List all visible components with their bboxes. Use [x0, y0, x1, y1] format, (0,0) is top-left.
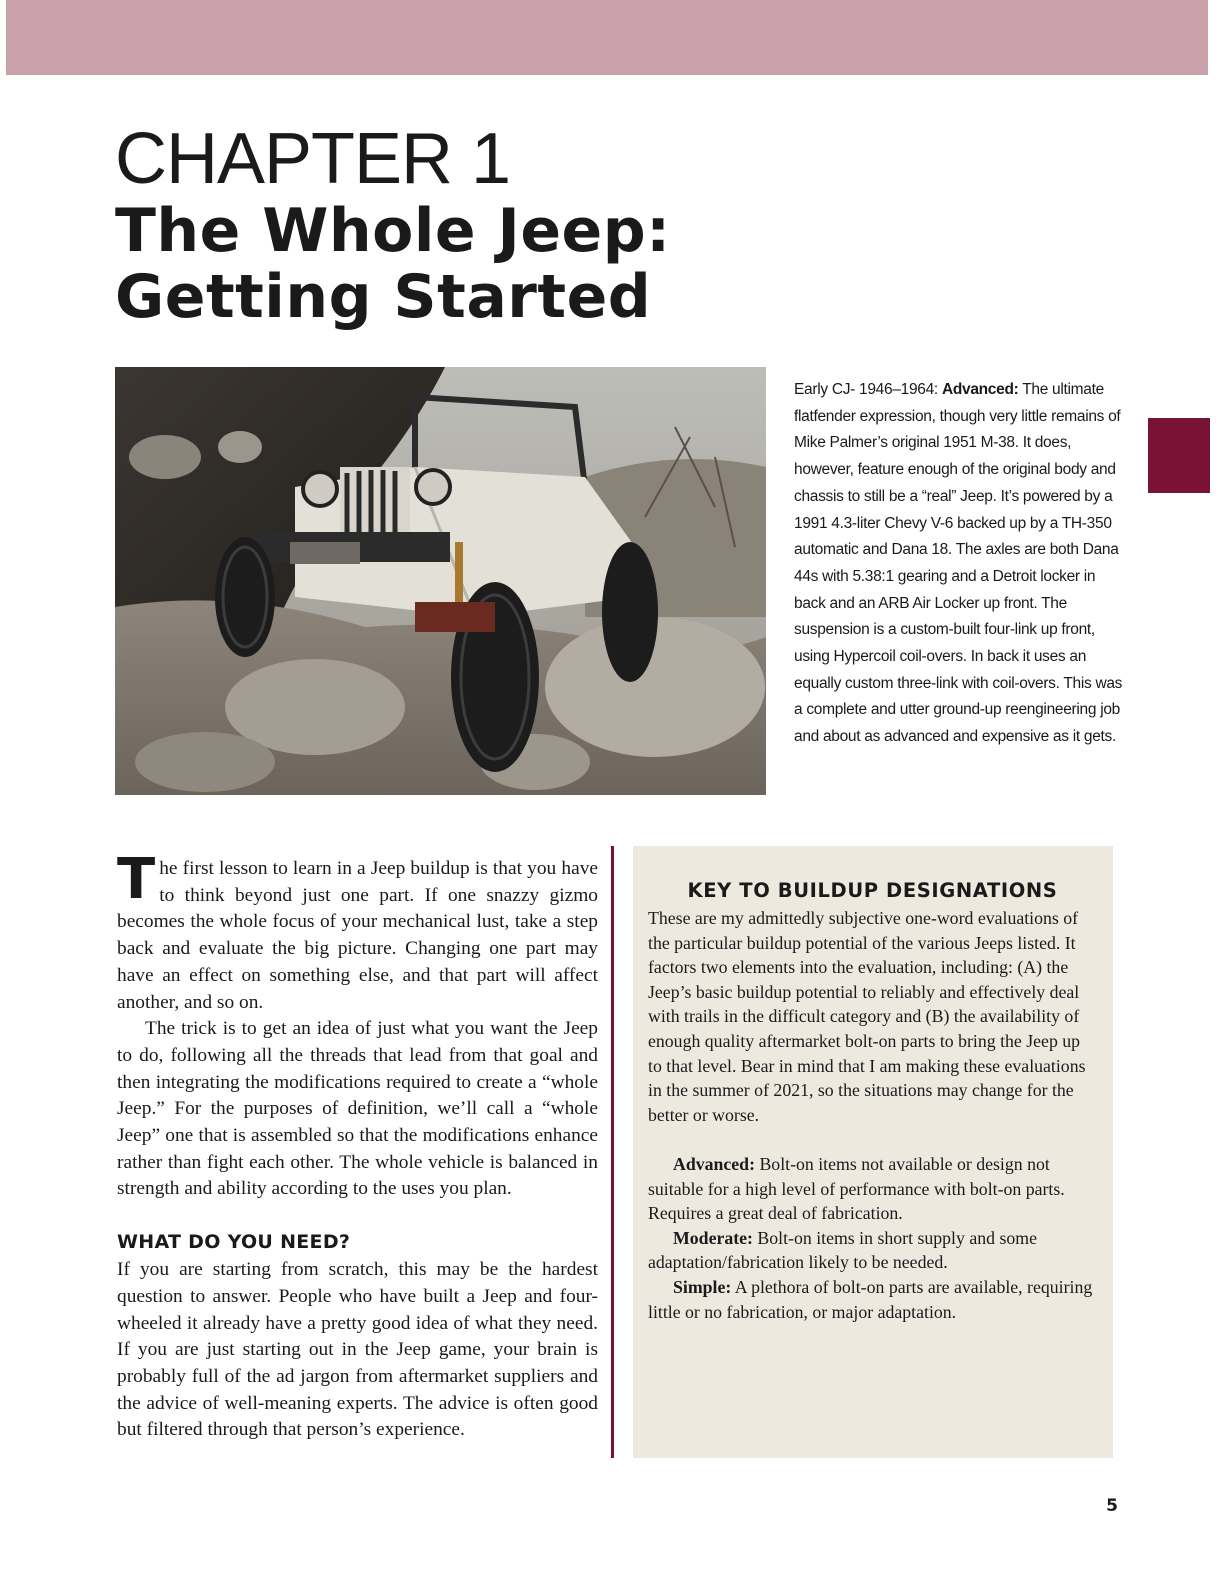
chapter-tab-marker [1148, 418, 1210, 493]
header-band [6, 0, 1208, 75]
key-term: Advanced: [673, 1153, 755, 1174]
chapter-title [115, 198, 671, 330]
caption-lead: Early CJ- 1946–1964: [794, 381, 942, 398]
key-desc: Bolt-on items in short supply and some adaptation/fabrication likely to be needed. [648, 1227, 1037, 1273]
page-number: 5 [1106, 1496, 1118, 1516]
body-column [117, 847, 598, 1444]
caption-rating: Advanced: [941, 381, 1019, 398]
key-term: Simple: [673, 1276, 732, 1297]
key-item-advanced [648, 1152, 1097, 1226]
key-desc: A plethora of bolt-on parts are available, requiring little or no fabrication, or major adaptation. [648, 1276, 1093, 1322]
chapter-label: CHAPTER 1 [115, 119, 511, 199]
body-paragraph-3: If you are starting from scratch, this may be the hardest question to answer. People who have built a Jeep and four-wheeled it already have a pretty good idea of what they need. If you are just starting out in the Jeep game, your brain is probably full of the ad jargon from aftermarket suppliers and the advice of well-meaning experts. The advice is often good but filtered through that person’s experience. [117, 1259, 598, 1441]
jeep-photo [115, 367, 766, 795]
key-sidebar [633, 846, 1113, 1458]
chapter-title-line-2: Getting Started [115, 262, 652, 332]
key-spacer [648, 1127, 1097, 1152]
key-title: KEY TO BUILDUP DESIGNATIONS [687, 879, 1058, 902]
chapter-title-line-1: The Whole Jeep: [115, 196, 671, 266]
key-term: Moderate: [673, 1227, 753, 1248]
photo-caption [794, 377, 1124, 751]
key-desc: Bolt-on items not available or design not suitable for a high level of performance with bolt-on parts. Requires a great deal of fabrication. [648, 1153, 1065, 1224]
drop-cap: T [117, 847, 156, 912]
caption-text: The ultimate flatfender expression, though very little remains of Mike Palmer’s original 1951 M-38. It does, however, feature enough of the original body and chassis to still be a “real” Jeep. It’s powered by a 1991 4.3-liter Chevy V-6 backed up by a TH-350 automatic and Dana 18. The axles are both Dana 44s with 5.38:1 gearing and a Detroit locker in back and an ARB Air Locker up front. The suspension is a custom-built four-link up front, using Hypercoil coil-overs. In back it uses an equally custom three-link with coil-overs. This was a complete and utter ground-up reengineering job and about as advanced and expensive as it gets. [794, 381, 1123, 746]
key-item-simple [648, 1275, 1097, 1324]
key-intro: These are my admittedly subjective one-word evaluations of the particular buildup potential of the various Jeeps listed. It factors two elements into the evaluation, including: (A) the Jeep’s basic buildup potential to reliably and effectively deal with trails in the difficult category and (B) the availability of enough quality aftermarket bolt-on parts to bring the Jeep up to that level. Bear in mind that I am making these evaluations in the summer of 2021, so the situations may change for the better or worse. [648, 908, 1086, 1125]
key-item-moderate [648, 1226, 1097, 1275]
jeep-photo-illustration [115, 367, 766, 795]
body-paragraph-1 [117, 847, 598, 1016]
section-heading: WHAT DO YOU NEED? [117, 1231, 351, 1254]
body-paragraph-2: The trick is to get an idea of just what you want the Jeep to do, following all the threads that lead from that goal and then integrating the modifications required to create a “whole Jeep.” For the purposes of definition, we’ll call a “whole Jeep” one that is assembled so that the modifications enhance rather than fight each other. The whole vehicle is balanced in strength and ability according to the uses you plan. [117, 1018, 598, 1200]
body-paragraph-1-text: he first lesson to learn in a Jeep buildup is that you have to think beyond just one part. If one snazzy gizmo becomes the whole focus of your mechanical lust, take a step back and evaluate the big picture. Changing one part may have an effect on something else, and that part will affect another, and so on. [117, 858, 598, 1013]
column-divider [611, 846, 614, 1458]
